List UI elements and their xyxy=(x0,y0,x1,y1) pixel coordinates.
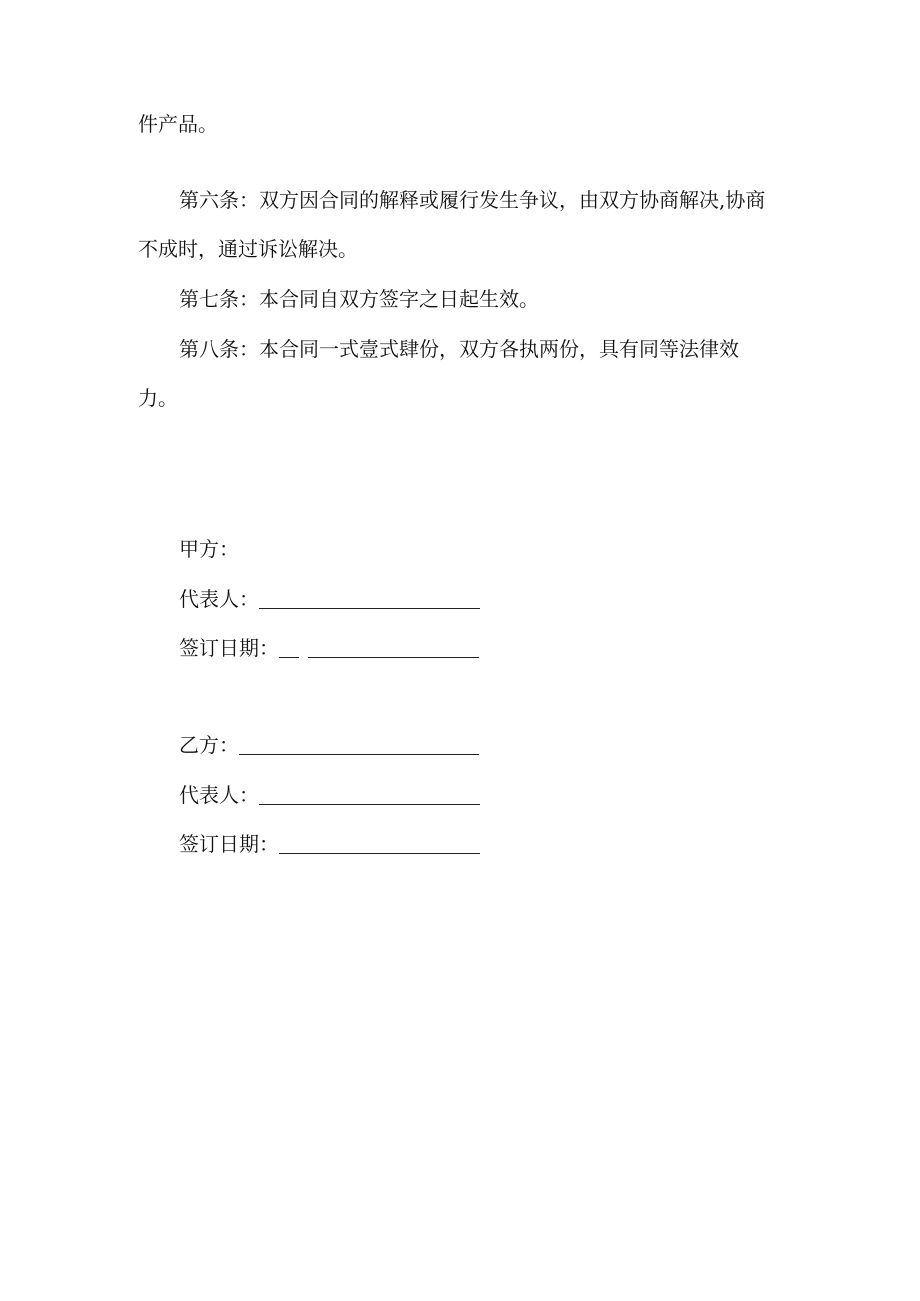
paragraph-continuation: 件产品。 xyxy=(138,112,218,136)
party-a-representative-row xyxy=(179,585,480,613)
party-a-date-row xyxy=(179,634,479,662)
party-b-representative-label: 代表人： xyxy=(179,783,259,807)
article-8-line-2: 力。 xyxy=(138,386,178,410)
party-b-name-field[interactable] xyxy=(239,734,479,755)
party-b-representative-field[interactable] xyxy=(259,784,480,805)
party-a-label: 甲方： xyxy=(179,537,239,561)
article-6-line-1: 第六条：双方因合同的解释或履行发生争议，由双方协商解决,协商 xyxy=(179,188,766,212)
article-8-line-1: 第八条：本合同一式壹式肆份，双方各执两份，具有同等法律效 xyxy=(179,337,739,361)
party-a-date-field[interactable] xyxy=(308,637,479,658)
party-b-label: 乙方： xyxy=(179,733,239,757)
article-6-line-2: 不成时，通过诉讼解决。 xyxy=(138,237,358,261)
party-b-date-field[interactable] xyxy=(279,833,480,854)
party-a-representative-field[interactable] xyxy=(259,588,480,609)
party-b-date-row xyxy=(179,830,480,858)
party-b-representative-row xyxy=(179,781,480,809)
party-a-representative-label: 代表人： xyxy=(179,587,259,611)
party-b-date-label: 签订日期： xyxy=(179,832,279,856)
party-a-date-label: 签订日期： xyxy=(179,636,279,660)
article-7: 第七条：本合同自双方签字之日起生效。 xyxy=(179,287,539,311)
party-a-date-field-short[interactable] xyxy=(279,637,299,658)
party-b-row xyxy=(179,731,479,759)
